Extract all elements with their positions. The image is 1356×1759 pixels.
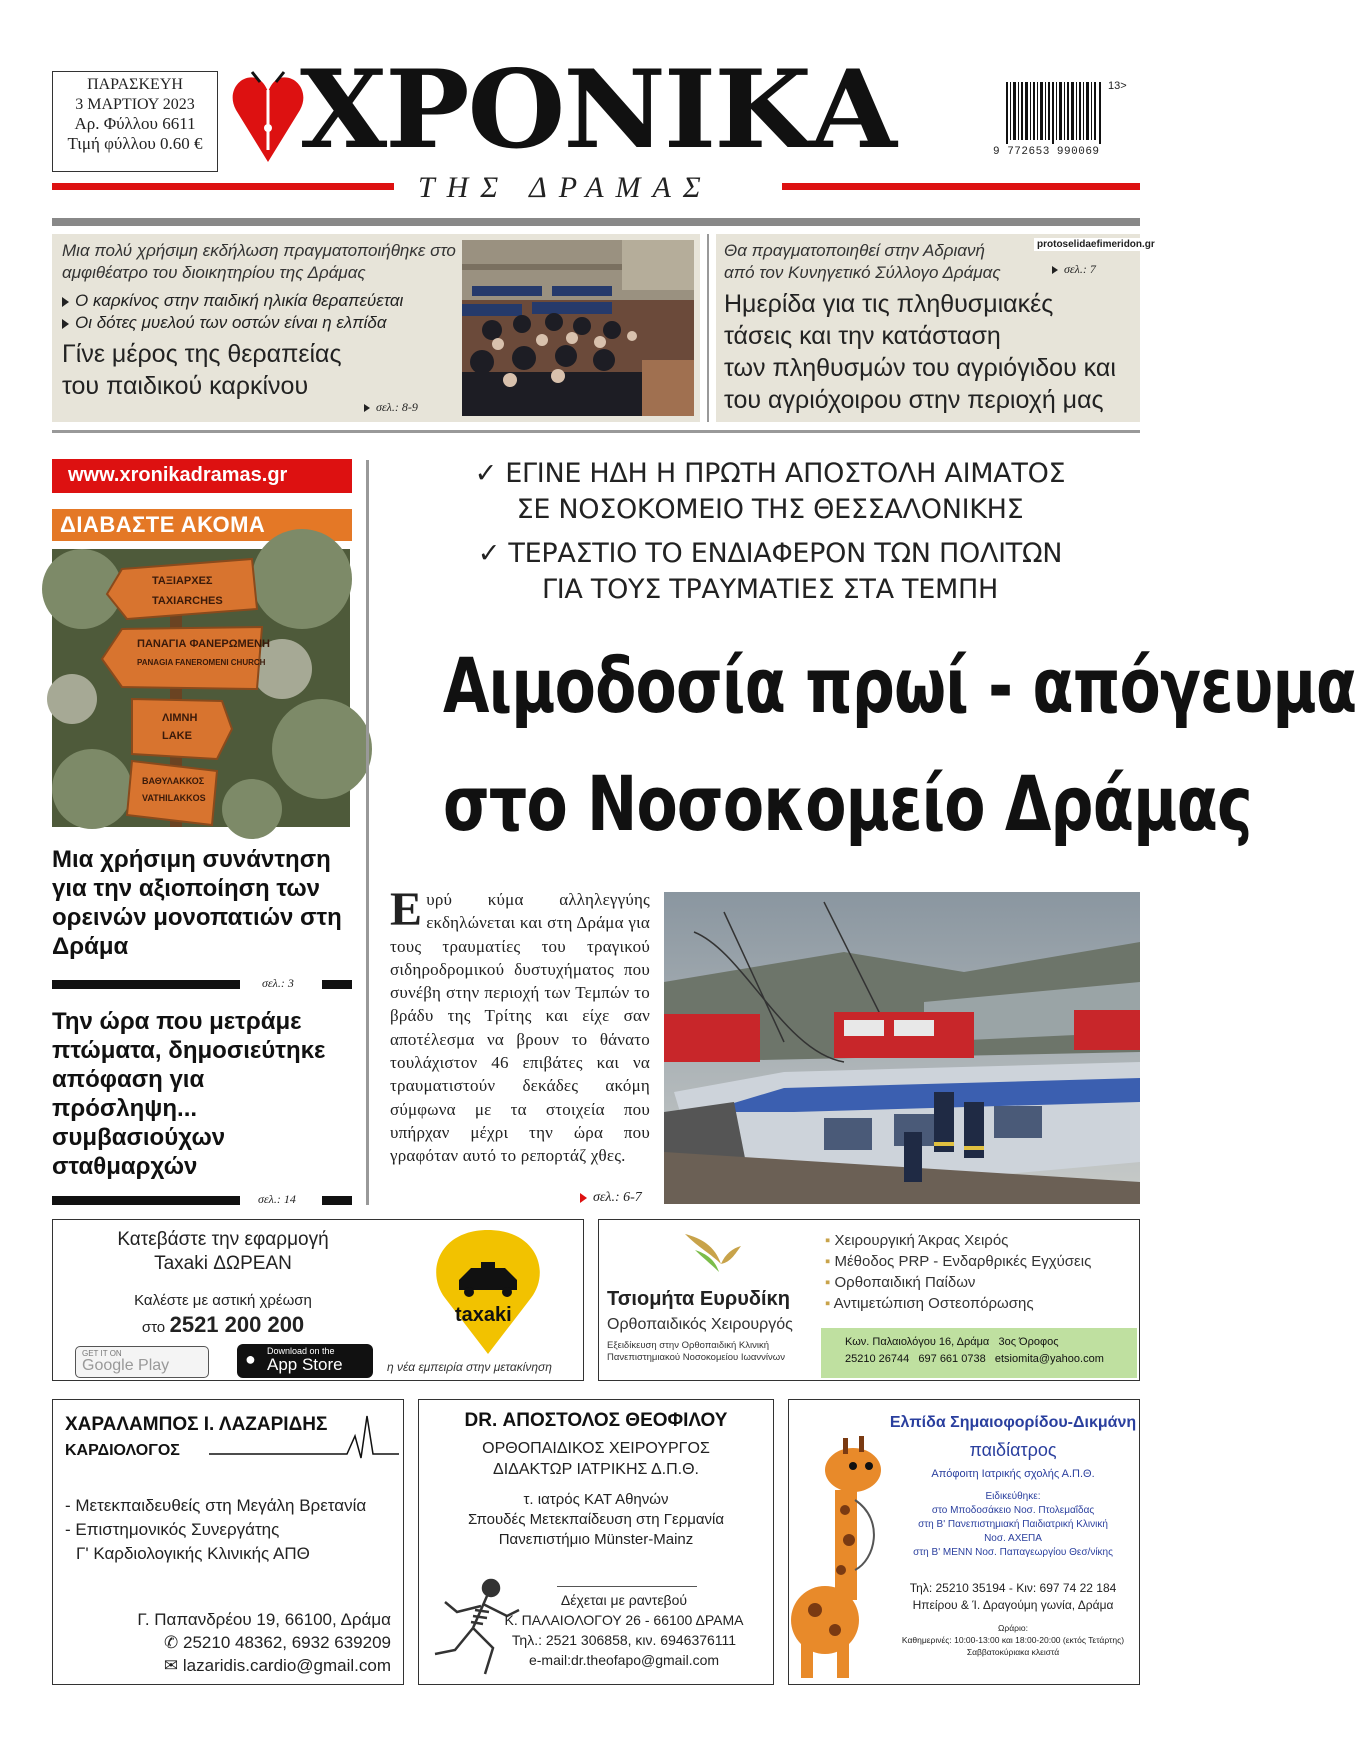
teaser-bullet: Ο καρκίνος στην παιδική ηλικία θεραπεύεται — [62, 290, 403, 312]
ad-taxaki[interactable] — [52, 1219, 584, 1381]
teaser-headline: Γίνε μέρος της θεραπείας — [62, 340, 342, 368]
mail-icon: ✉ — [163, 1656, 183, 1675]
date: 3 ΜΑΡΤΙΟΥ 2023 — [75, 95, 195, 113]
teaser-intro: από τον Κυνηγετικό Σύλλογο Δράμας — [724, 263, 1001, 282]
subhead-check: ΣΕ ΝΟΣΟΚΟΜΕΙΟ ΤΗΣ ΘΕΣΣΑΛΟΝΙΚΗΣ — [516, 494, 1024, 525]
price: Τιμή φύλλου 0.60 € — [67, 133, 203, 153]
services-list — [825, 1230, 1091, 1314]
page-ref: σελ.: 8-9 — [364, 400, 418, 415]
sign-text: PANAGIA FANEROMENI CHURCH — [137, 658, 266, 667]
teaser-intro: Θα πραγματοποιηθεί στην Αδριανή — [724, 241, 985, 260]
sign-text: ΠΑΝΑΓΙΑ ΦΑΝΕΡΩΜΕΝΗ — [137, 638, 270, 650]
teaser-hunting-day[interactable] — [716, 234, 1155, 422]
newspaper-title: ΧΡΟΝΙΚΑ — [300, 47, 895, 173]
arrow-icon — [364, 404, 370, 412]
sign-text: ΤΑΞΙΑΡΧΕΣ — [152, 575, 213, 587]
sign-text: ΛΙΜΝΗ — [162, 712, 198, 724]
story-rule — [322, 980, 352, 989]
doctor-specialty: ΚΑΡΔΙΟΛΟΓΟΣ — [65, 1442, 180, 1459]
train-crash-photo — [664, 892, 1140, 1204]
page-ref: σελ.: 3 — [262, 976, 294, 990]
pen-heart-logo-icon — [230, 70, 306, 166]
teaser-headline: του παιδικού καρκίνου — [62, 372, 309, 400]
arrow-icon — [580, 1193, 587, 1203]
column-divider — [366, 460, 369, 1205]
page-ref: σελ.: 14 — [258, 1192, 296, 1206]
ad-lazaridis[interactable] — [52, 1399, 404, 1685]
masthead-rule-right — [782, 183, 1140, 190]
doctor-credentials: - Μετεκπαιδευθείς στη Μεγάλη Βρετανία - Επιστημονικός Συνεργάτης Γ' Καρδιολογικής Κλινικής ΑΠΘ — [65, 1496, 367, 1563]
ad-slogan: η νέα εμπειρία στην μετακίνηση — [387, 1360, 552, 1374]
ad-phone: στο 2521 200 200 — [141, 1312, 305, 1337]
teaser-headline: του αγριόχοιρου στην περιοχή μας — [724, 386, 1104, 414]
ad-text: Κατεβάστε την εφαρμογή Taxaki ΔΩΡΕΑΝ — [117, 1229, 329, 1274]
teaser-bullet: Οι δότες μυελού των οστών είναι η ελπίδα — [62, 312, 387, 334]
page-ref: σελ.: 7 — [1052, 262, 1096, 277]
teaser-childhood-cancer[interactable] — [52, 234, 700, 422]
doctor-name: Τσιομήτα Ευρυδίκη — [607, 1288, 790, 1310]
masthead-rule-left — [52, 183, 394, 190]
doctor-name: ΧΑΡΑΛΑΜΠΟΣ Ι. ΛΑΖΑΡΙΔΗΣ — [65, 1414, 328, 1435]
arrow-icon — [1052, 266, 1058, 274]
sign-text: ΒΑΘΥΛΑΚΚΟΣ — [142, 776, 205, 786]
service-item: ▪ Ορθοπαιδική Παίδων — [825, 1274, 976, 1291]
service-item: ▪ Μέθοδος PRP - Ενδαρθρικές Εγχύσεις — [825, 1253, 1092, 1270]
wing-logo-icon — [681, 1224, 743, 1286]
day: ΠΑΡΑΣΚΕΥΗ — [87, 76, 183, 93]
left-story-headline[interactable]: Την ώρα που μετράμε πτώματα, δημοσιεύτηκε απόφαση για πρόσληψη... συμβασιούχων σταθμαρχών — [52, 1008, 326, 1180]
heartbeat-line-icon — [209, 1414, 399, 1460]
phone-icon: ✆ — [164, 1633, 184, 1652]
subhead-check: ΓΙΑ ΤΟΥΣ ΤΡΑΥΜΑΤΙΕΣ ΣΤΑ ΤΕΜΠΗ — [542, 574, 998, 605]
read-more-label: ΔΙΑΒΑΣΤΕ ΑΚΟΜΑ — [52, 509, 352, 541]
barcode-icon — [1006, 82, 1102, 144]
teaser-headline: τάσεις και την κατάσταση — [724, 322, 1001, 350]
doctor-specialization: Ειδικεύθηκε: στο Μποδοσάκειο Νοσ. Πτολεμαΐδας στη Β' Πανεπιστημιακή Παιδιατρική Κλινική Νοσ. ΑΧΕΠΑ στη Β' ΜΕΝΝ Νοσ. Παπαγεωργίου Θεσ/νίκης — [913, 1491, 1113, 1558]
contact-strip: Κων. Παλαιολόγου 16, Δράμα 3ος Όροφος 25210 26744 697 661 0738 etsiomita@yahoo.com — [821, 1328, 1137, 1378]
story-rule — [322, 1196, 352, 1205]
barcode-number: 9 772653 990069 — [993, 146, 1100, 158]
teaser-headline: των πληθυσμών του αγριόγιδου και — [724, 354, 1116, 382]
bullet-arrow-icon — [62, 319, 69, 329]
doctor-title: Ορθοπαιδικός Χειρουργός — [607, 1316, 793, 1333]
ad-theofilou[interactable] — [418, 1399, 774, 1685]
service-item: ▪ Χειρουργική Άκρας Χειρός — [825, 1232, 1009, 1249]
doctor-background: τ. ιατρός ΚΑΤ Αθηνών Σπουδές Μετεκπαίδευση στη Γερμανία Πανεπιστήμιο Münster-Mainz — [467, 1491, 725, 1548]
taxaki-logo-icon — [431, 1228, 545, 1356]
teaser-headline: Ημερίδα για τις πληθυσμιακές — [724, 290, 1054, 318]
section-divider — [52, 430, 1140, 433]
doctor-title: παιδίατρος — [969, 1440, 1057, 1460]
bullet-arrow-icon — [62, 297, 69, 307]
teaser-intro: Μια πολύ χρήσιμη εκδήλωση πραγματοποιήθηκε στο αμφιθέατρο του διοικητηρίου της Δράμας — [62, 241, 456, 282]
giraffe-icon — [795, 1430, 891, 1680]
doctor-credentials: ΟΡΘΟΠΑΙΔΙΚΟΣ ΧΕΙΡΟΥΡΓΟΣ ΔΙΔΑΚΤΩΡ ΙΑΤΡΙΚΗΣ Δ.Π.Θ. — [482, 1440, 710, 1478]
main-headline[interactable]: Αιμοδοσία πρωί - απόγευμα στο Νοσοκομείο Δράμας — [442, 641, 1356, 848]
taxaki-brand: taxaki — [455, 1304, 512, 1326]
website-link[interactable]: www.xronikadramas.gr — [52, 459, 352, 493]
header-divider — [52, 218, 1140, 226]
newspaper-subtitle: ΤΗΣ ΔΡΑΜΑΣ — [418, 171, 713, 204]
issue-number: Αρ. Φύλλου 6611 — [74, 114, 196, 133]
doctor-name: DR. ΑΠΟΣΤΟΛΟΣ ΘΕΟΦΙΛΟΥ — [464, 1410, 728, 1431]
story-rule — [52, 980, 240, 989]
doctor-name: Ελπίδα Σημαιοφορίδου-Δικμάνη — [889, 1414, 1137, 1431]
ad-text: Καλέστε με αστική χρέωση — [134, 1292, 312, 1309]
doctor-specialization: Εξειδίκευση στην Ορθοπαιδική Κλινική Πανεπιστημιακού Νοσοκομείου Ιωαννίνων — [607, 1340, 785, 1363]
service-item: ▪ Αντιμετώπιση Οστεοπόρωσης — [825, 1295, 1034, 1312]
teaser-divider — [707, 234, 709, 422]
doctor-contact: Γ. Παπανδρέου 19, 66100, Δράμα ✆ 25210 48362, 6932 639209 ✉ lazaridis.cardio@gmail.com — [137, 1610, 391, 1675]
sign-text: VATHILAKKOS — [142, 793, 206, 803]
page-ref: σελ.: 6-7 — [580, 1190, 642, 1206]
left-story-headline[interactable]: Μια χρήσιμη συνάντηση για την αξιοποίηση των ορεινών μονοπατιών στη Δράμα — [52, 846, 342, 960]
apple-icon: ● — [245, 1349, 256, 1369]
watermark: protoselidaefimeridon.gr — [1034, 238, 1158, 251]
article-body: Ευρύ κύμα αλληλεγγύης εκδηλώνεται και στη Δράμα για τους τραυματίες του τραγικού σιδηροδρομικού δυστυχήματος που συνέβη στην περιοχή των Τεμπών το βράδυ της Τρίτης και είχε σαν αποτέλεσμα να βρουν το θάνατο τουλάχιστον 46 επιβάτες και να τραυματιστούν δεκάδες ακόμη σύμφωνα με τα στοιχεία που υπήρχαν μέχρι την ώρα που γραφόταν αυτό το ρεπορτάζ χθες. — [390, 883, 650, 1166]
doctor-contact: Δέχεται με ραντεβού Κ. ΠΑΛΑΙΟΛΟΓΟΥ 26 - 66100 ΔΡΑΜΑ Τηλ.: 2521 306858, κιν. 6946376111 e-mail:dr.theofapo@gmail.com — [504, 1592, 744, 1668]
subhead-check: ✓ ΕΓΙΝΕ ΗΔΗ Η ΠΡΩΤΗ ΑΠΟΣΤΟΛΗ ΑΙΜΑΤΟΣ — [474, 458, 1066, 489]
sign-text: TAXIARCHES — [152, 595, 223, 607]
divider — [557, 1586, 697, 1587]
drop-cap: Ε — [390, 883, 423, 936]
google-play-button[interactable]: GET IT ON Google Play — [75, 1346, 209, 1378]
story-rule — [52, 1196, 240, 1205]
doctor-degree: Απόφοιτη Ιατρικής σχολής Α.Π.Θ. — [931, 1468, 1095, 1480]
sign-text: LAKE — [162, 730, 192, 742]
app-store-button[interactable]: ● Download on the App Store — [237, 1344, 373, 1378]
doctor-contact: Τηλ: 25210 35194 - Κιν: 697 74 22 184 Ηπείρου & Ί. Δραγούμη γωνία, Δράμα — [909, 1581, 1117, 1612]
trail-signs-photo — [52, 549, 350, 827]
auditorium-photo — [462, 240, 694, 416]
ad-simaiof[interactable] — [788, 1399, 1140, 1685]
office-hours: Ωράριο: Καθημερινές: 10:00-13:00 και 18:00-20:00 (εκτός Τετάρτης) Σαββατοκύριακα κλειστά — [901, 1623, 1125, 1657]
ad-tsiomita[interactable] — [598, 1219, 1140, 1381]
date-box — [52, 71, 218, 172]
subhead-check: ✓ ΤΕΡΑΣΤΙΟ ΤΟ ΕΝΔΙΑΦΕΡΟΝ ΤΩΝ ΠΟΛΙΤΩΝ — [477, 538, 1063, 569]
issue-mark: 13> — [1108, 80, 1127, 92]
